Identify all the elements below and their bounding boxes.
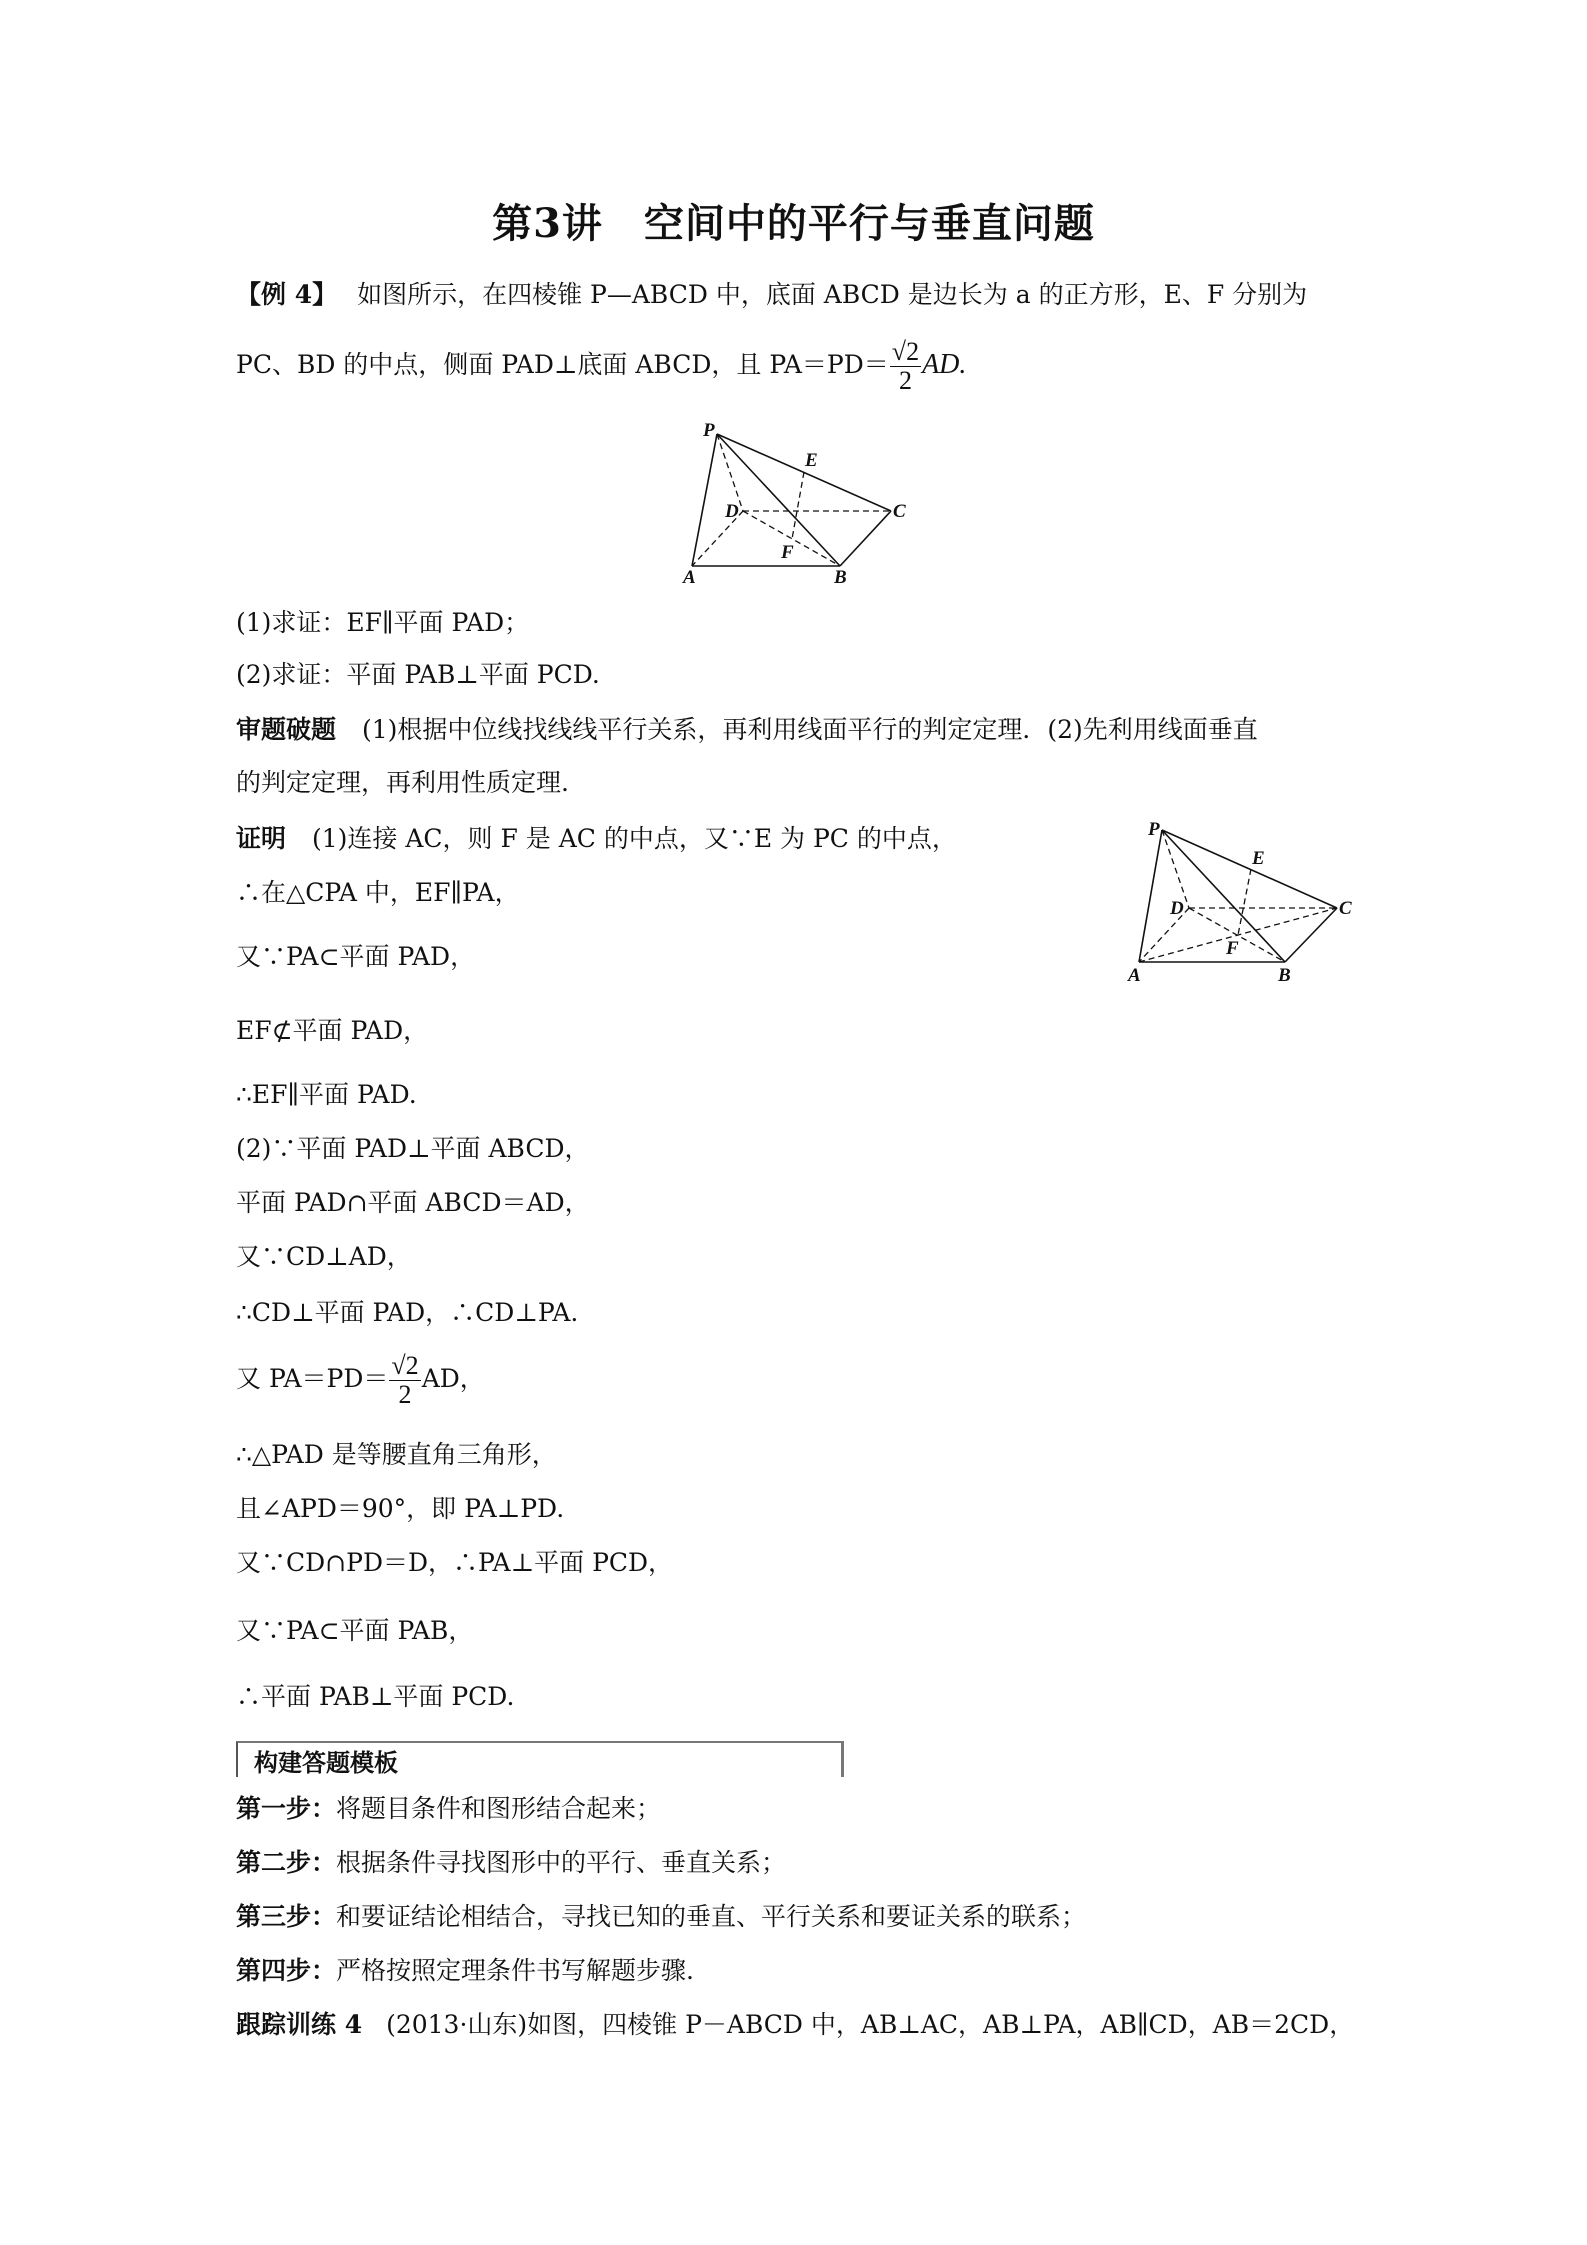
proof-line-10 — [236, 1352, 485, 1409]
analysis-line-2: 的判定定理，再利用性质定理. — [236, 768, 569, 797]
analysis-line-1 — [236, 713, 1258, 747]
template-step-3 — [236, 1900, 1086, 1934]
fraction-denominator: 2 — [898, 366, 912, 395]
example-text-2-end: AD. — [922, 349, 967, 380]
label-C: C — [1339, 898, 1352, 919]
label-C: C — [893, 501, 906, 522]
label-F: F — [781, 542, 794, 563]
label-B: B — [1278, 965, 1291, 986]
fraction-denominator-2: 2 — [398, 1380, 412, 1409]
page-title: 第3讲 空间中的平行与垂直问题 — [492, 200, 1095, 247]
example-label: 【例 4】 — [236, 280, 338, 309]
example-text-1: 如图所示，在四棱锥 P—ABCD 中，底面 ABCD 是边长为 a 的正方形，E、F 分别为 — [357, 280, 1308, 309]
label-A: A — [1128, 965, 1141, 986]
pyramid-figure-2 — [1110, 810, 1390, 1000]
label-B: B — [834, 567, 847, 588]
fraction-numerator: √2 — [891, 337, 920, 366]
label-A: A — [683, 567, 696, 588]
pyramid-figure-1 — [680, 420, 940, 600]
proof-text-1: (1)连接 AC，则 F 是 AC 的中点，又∵E 为 PC 的中点， — [311, 824, 957, 853]
question-1: (1)求证：EF∥平面 PAD； — [236, 608, 530, 637]
label-F: F — [1226, 938, 1239, 959]
answer-template-heading: 构建答题模板 — [254, 1748, 398, 1777]
example-line-2 — [236, 338, 966, 395]
step-2-label: 第二步： — [236, 1848, 337, 1877]
proof-line-6: (2)∵平面 PAD⊥平面 ABCD， — [236, 1134, 590, 1163]
proof-label: 证明 — [236, 824, 287, 853]
step-2-text: 根据条件寻找图形中的平行、垂直关系； — [336, 1848, 787, 1877]
example-text-2: PC、BD 的中点，侧面 PAD⊥底面 ABCD，且 PA＝PD＝ — [236, 350, 889, 379]
template-step-2 — [236, 1846, 786, 1880]
proof-line-13: 又∵CD∩PD＝D，∴PA⊥平面 PCD， — [236, 1548, 674, 1577]
step-3-label: 第三步： — [236, 1902, 337, 1931]
analysis-label: 审题破题 — [236, 715, 337, 744]
step-1-label: 第一步： — [236, 1794, 337, 1823]
followup-text: (2013·山东)如图，四棱锥 P－ABCD 中，AB⊥AC，AB⊥PA，AB∥CD，AB＝2CD， — [386, 2010, 1355, 2039]
proof-line-9: ∴CD⊥平面 PAD，∴CD⊥PA. — [236, 1298, 579, 1327]
example-line-1 — [236, 278, 1307, 312]
analysis-text-1: (1)根据中位线找线线平行关系，再利用线面平行的判定定理．(2)先利用线面垂直 — [361, 715, 1258, 744]
proof-text-10: 又 PA＝PD＝ — [236, 1364, 389, 1393]
sqrt2-over-2-fraction-2 — [389, 1352, 420, 1409]
proof-line-14: 又∵PA⊂平面 PAB， — [236, 1616, 474, 1645]
proof-line-8: 又∵CD⊥AD， — [236, 1242, 412, 1271]
template-step-4 — [236, 1954, 694, 1988]
label-P: P — [703, 420, 715, 441]
answer-template-box — [236, 1741, 844, 1777]
sqrt2-over-2-fraction — [890, 338, 921, 395]
proof-line-4: EF⊄平面 PAD， — [236, 1016, 429, 1045]
proof-line-15: ∴平面 PAB⊥平面 PCD. — [236, 1682, 515, 1711]
step-3-text: 和要证结论相结合，寻找已知的垂直、平行关系和要证关系的联系； — [336, 1902, 1087, 1931]
proof-line-5: ∴EF∥平面 PAD. — [236, 1080, 417, 1109]
followup-line — [236, 2008, 1354, 2042]
step-1-text: 将题目条件和图形结合起来； — [336, 1794, 662, 1823]
label-P: P — [1148, 819, 1160, 840]
proof-line-3: 又∵PA⊂平面 PAD， — [236, 942, 476, 971]
question-2: (2)求证：平面 PAB⊥平面 PCD. — [236, 660, 600, 689]
proof-line-1 — [236, 822, 957, 856]
proof-line-12: 且∠APD＝90°，即 PA⊥PD. — [236, 1494, 565, 1523]
label-D: D — [1170, 898, 1184, 919]
step-4-text: 严格按照定理条件书写解题步骤. — [336, 1956, 694, 1985]
followup-label: 跟踪训练 4 — [236, 2010, 363, 2039]
label-E: E — [1252, 848, 1265, 869]
step-4-label: 第四步： — [236, 1956, 337, 1985]
proof-line-7: 平面 PAD∩平面 ABCD＝AD， — [236, 1188, 590, 1217]
label-E: E — [805, 450, 818, 471]
proof-line-2: ∴在△CPA 中，EF∥PA， — [236, 878, 520, 907]
template-step-1 — [236, 1792, 661, 1826]
fraction-numerator-2: √2 — [391, 1351, 419, 1380]
proof-text-10-end: AD， — [421, 1364, 485, 1393]
label-D: D — [725, 501, 739, 522]
proof-line-11: ∴△PAD 是等腰直角三角形， — [236, 1440, 557, 1469]
